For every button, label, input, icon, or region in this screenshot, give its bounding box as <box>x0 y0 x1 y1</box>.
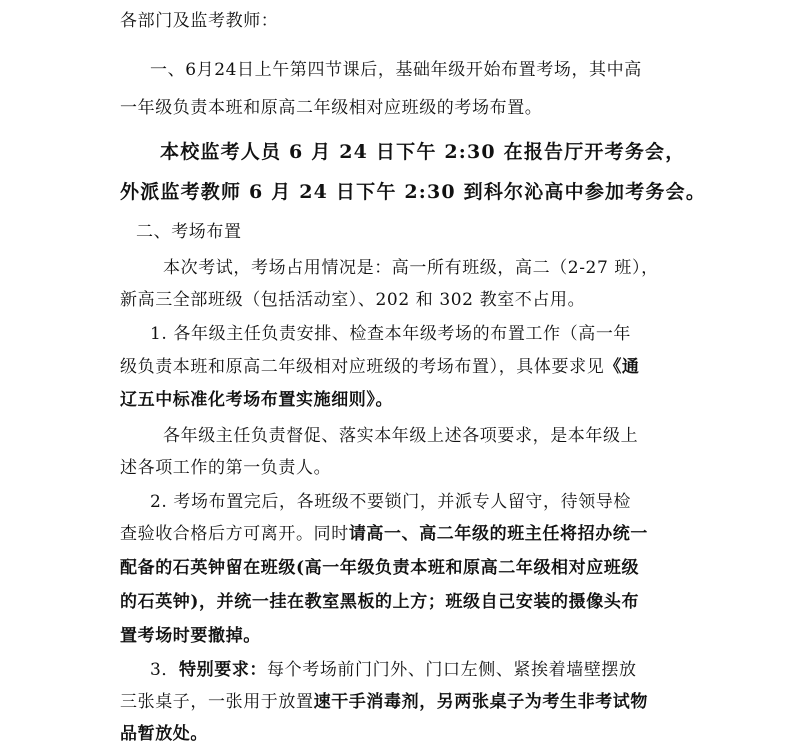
item-3-line-2: 三张桌子，一张用于放置速干手消毒剂，另两张桌子为考生非考试物 <box>120 692 649 712</box>
paragraph-1-line-2: 一年级负责本班和原高二年级相对应班级的考场布置。 <box>120 98 543 118</box>
item-3-line-1: 3．特别要求：每个考场前门门外、门口左侧、紧挨着墙壁摆放 <box>150 660 637 680</box>
salutation: 各部门及监考教师： <box>120 11 279 31</box>
item-1-note-line-1: 各年级主任负责督促、落实本年级上述各项要求，是本年级上 <box>163 426 639 446</box>
item-2-line-4: 的石英钟)，并统一挂在教室黑板的上方；班级自己安装的摄像头布 <box>120 592 640 612</box>
meeting-notice-line-1: 本校监考人员 6 月 24 日下午 2:30 在报告厅开考务会， <box>160 141 686 163</box>
item-1-note-line-2: 述各项工作的第一负责人。 <box>120 458 332 478</box>
item-2-line-3: 配备的石英钟留在班级(高一年级负责本班和原高二年级相对应班级 <box>120 558 640 578</box>
item-2-line-5: 置考场时要撤掉。 <box>120 626 261 646</box>
meeting-notice-line-2: 外派监考教师 6 月 24 日下午 2:30 到科尔沁高中参加考务会。 <box>120 181 707 203</box>
item-3-line-3: 品暂放处。 <box>120 724 208 744</box>
item-2-line-1: 2. 考场布置完后，各班级不要锁门，并派专人留守，待领导检 <box>150 492 632 512</box>
item-1-line-2: 级负责本班和原高二年级相对应班级的考场布置），具体要求见《通 <box>120 357 640 377</box>
item-1-line-1: 1. 各年级主任负责安排、检查本年级考场的布置工作（高一年 <box>150 324 632 344</box>
item-1-line-3: 辽五中标准化考场布置实施细则》。 <box>120 390 394 410</box>
section-2-heading: 二、考场布置 <box>136 222 242 242</box>
paragraph-2-line-2: 新高三全部班级（包括活动室）、202 和 302 教室不占用。 <box>120 290 586 310</box>
item-2-line-2: 查验收合格后方可离开。同时请高一、高二年级的班主任将招办统一 <box>120 524 649 544</box>
paragraph-2-line-1: 本次考试，考场占用情况是：高一所有班级，高二（2-27 班）， <box>163 258 659 278</box>
paragraph-1-line-1: 一、6月24日上午第四节课后，基础年级开始布置考场，其中高 <box>150 60 642 80</box>
